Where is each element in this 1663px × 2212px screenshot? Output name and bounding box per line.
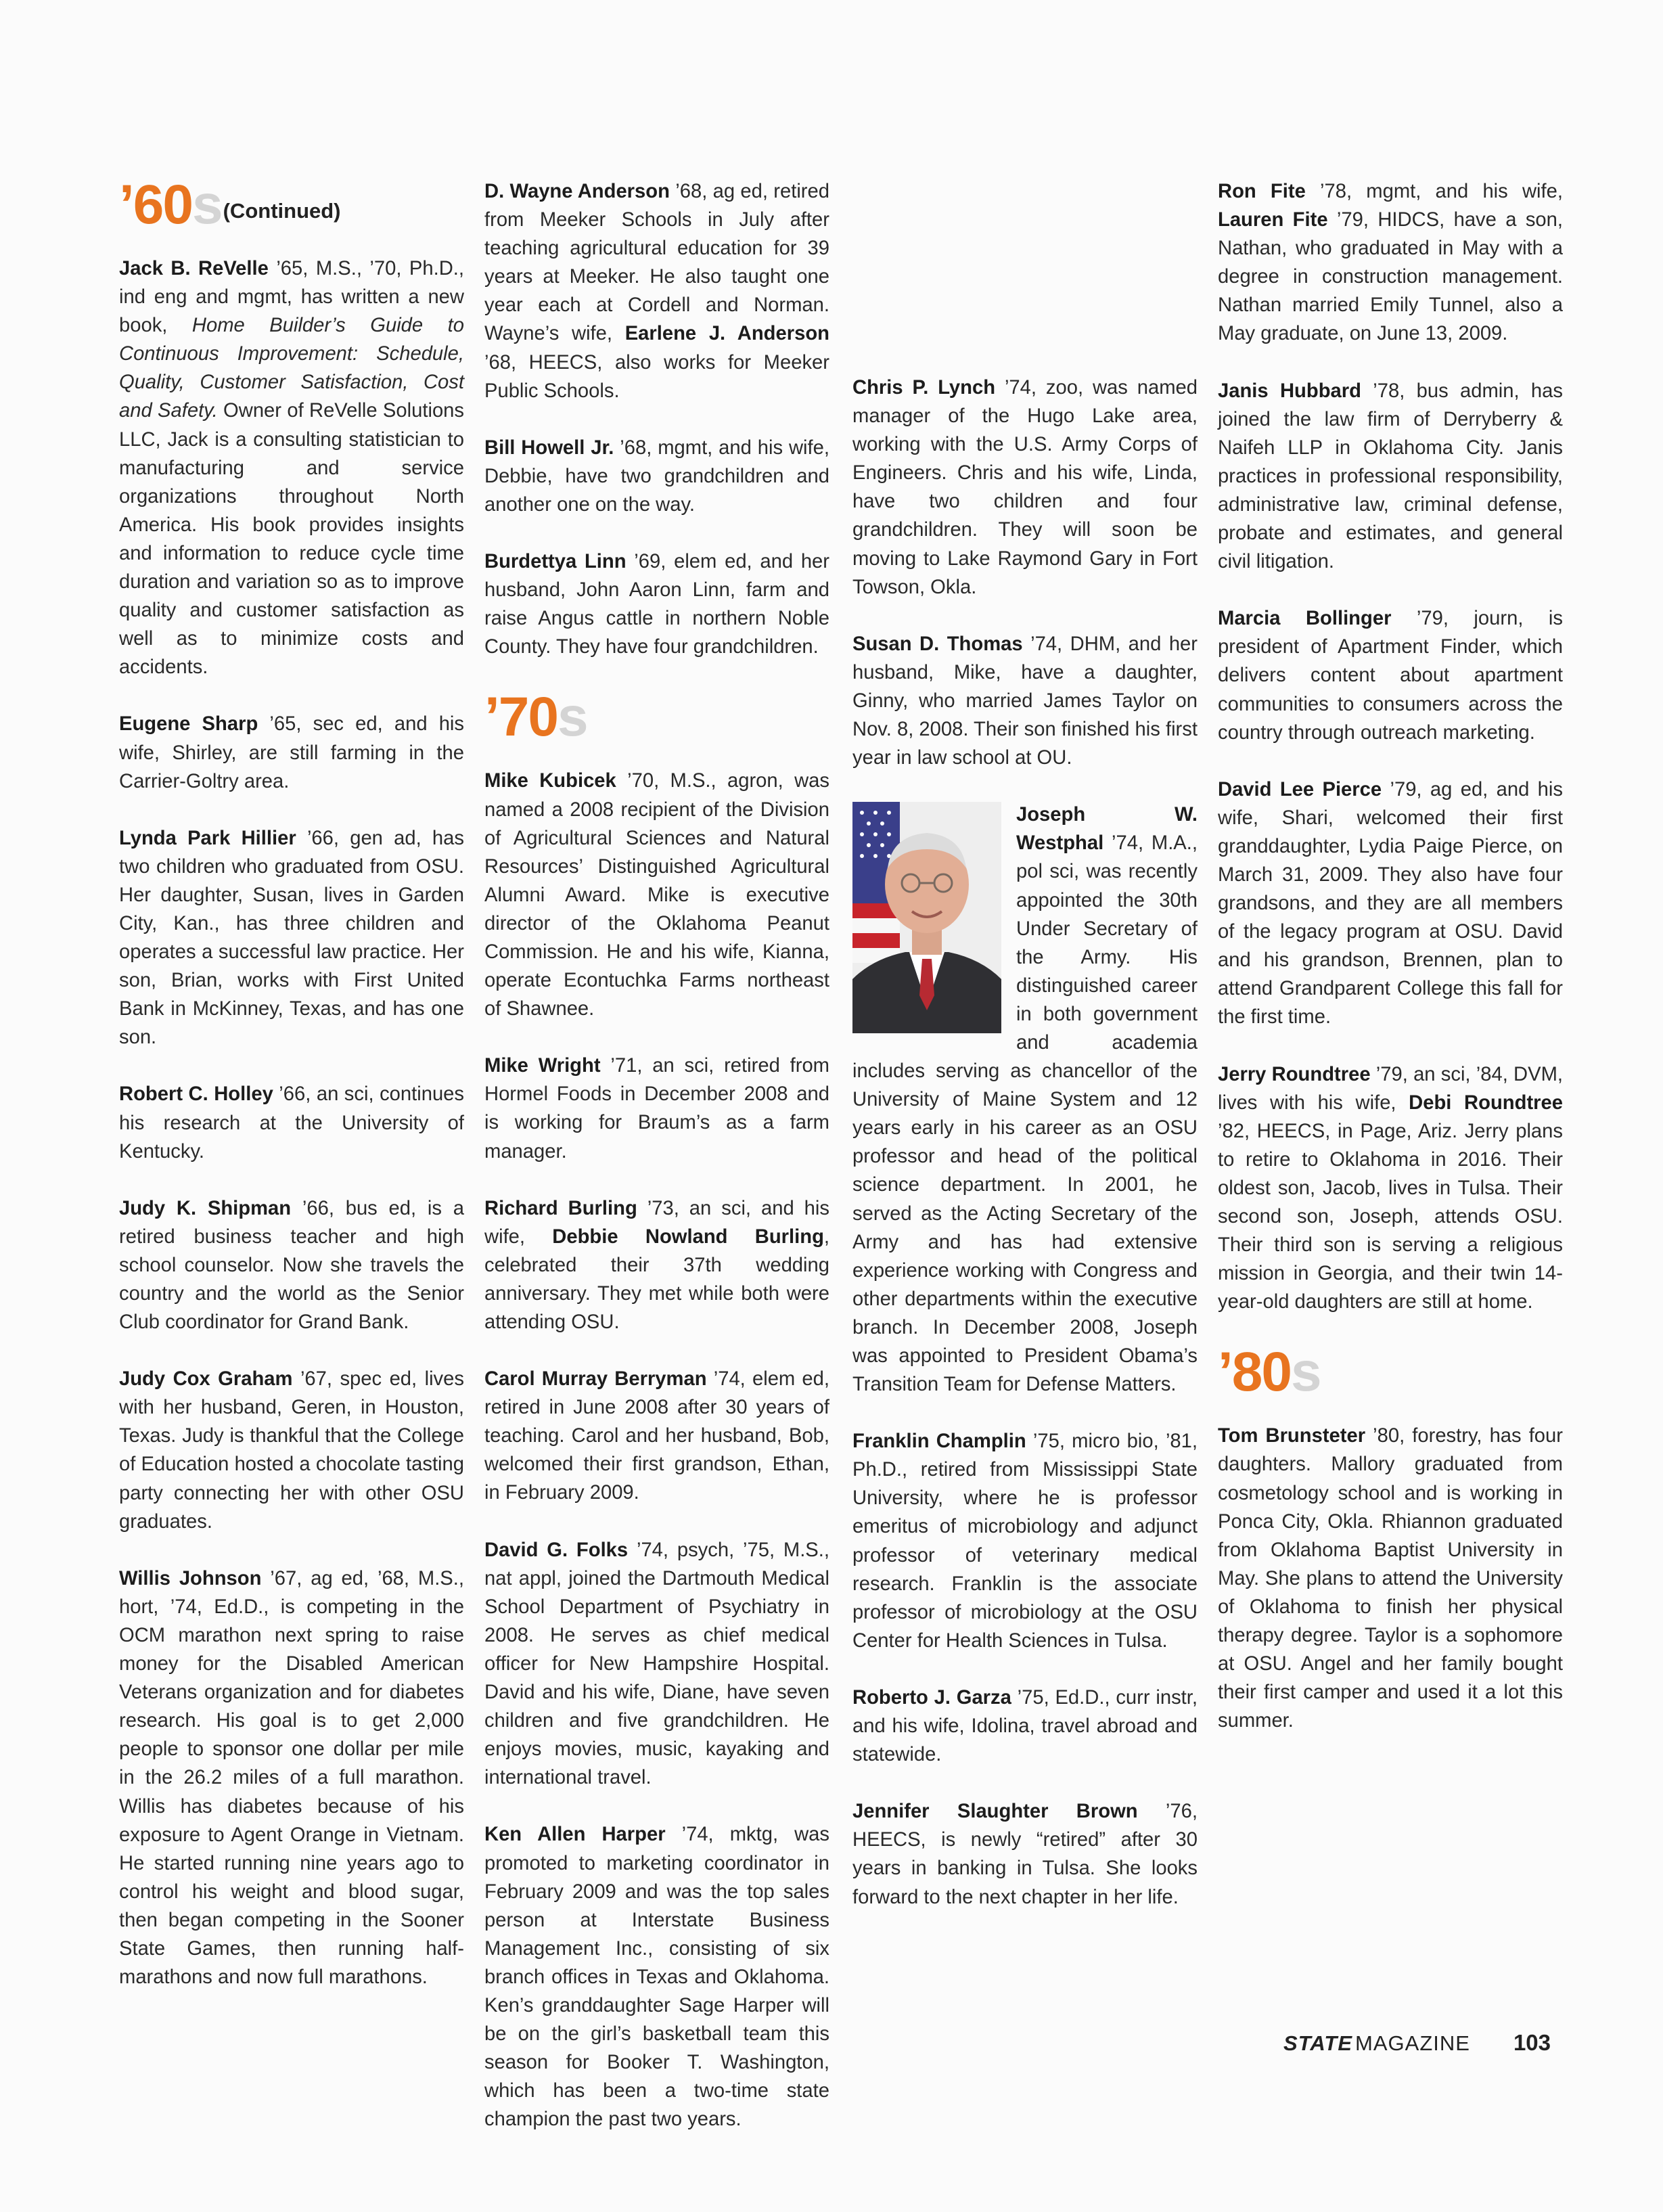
entry-shipman: Judy K. Shipman ’66, bus ed, is a retired business teacher and high school counselor. Now she travels the country and the world as the Senior Club coordinator for Grand Bank.	[119, 1197, 464, 1334]
entry-berryman: Carol Murray Berryman ’74, elem ed, retired in June 2008 after 30 years of teaching. Carol and her husband, Bob, welcomed their first grandson, Ethan, in February 2009.	[484, 1368, 829, 1504]
entry-pierce: David Lee Pierce ’79, ag ed, and his wife, Shari, welcomed their first granddaughter, Lydia Paige Pierce, on March 31, 2009. They also have four grandsons, and they are all members of the legacy program at OSU. David and his grandson, Brennen, plan to attend Grandparent College this fall for the first time.	[1218, 778, 1563, 1029]
entry-thomas: Susan D. Thomas ’74, DHM, and her husband, Mike, have a daughter, Ginny, who married James Taylor on Nov. 8, 2008. Their son finished his first year in law school at OU.	[852, 633, 1198, 769]
entry-linn: Burdettya Linn ’69, elem ed, and her husband, John Aaron Linn, farm and raise Angus cattle in northern Noble County. They have four grandchildren.	[484, 551, 830, 658]
entry-kubicek: Mike Kubicek ’70, M.S., agron, was named a 2008 recipient of the Division of Agricultural Sciences and Natural Resources’ Distinguished Agricultural Alumni Award. Mike is executive director of the Oklahoma Peanut Commission. He and his wife, Kianna, operate Econtuchka Farms northeast of Shawnee.	[484, 770, 829, 1020]
portrait-photo	[852, 802, 1001, 1033]
page-number: 103	[1513, 2030, 1551, 2055]
decade-heading-60s: ’60s(Continued)	[119, 174, 341, 235]
entry-roundtree: Jerry Roundtree ’79, an sci, ’84, DVM, lives with his wife, Debi Roundtree ’82, HEECS, in Page, Ariz. Jerry plans to retire to Oklahoma in 2016. Their oldest son, Jacob, lives in Tulsa. Their second son, Joseph, attends OSU. Their third son is serving a religious mission in Georgia, and their twin 14-year-old daughters are still at home.	[1218, 1063, 1563, 1313]
entry-lynch: Chris P. Lynch ’74, zoo, was named manager of the Hugo Lake area, working with the U.S. Army Corps of Engineers. Chris and his wife, Linda, have two children and four grandchildren. They will soon be moving to Lake Raymond Gary in Fort Towson, Okla.	[852, 377, 1198, 598]
entry-champlin: Franklin Champlin ’75, micro bio, ’81, Ph.D., retired from Mississippi State University, where he is professor emeritus of microbiology and adjunct professor of veterinary medical research. Franklin is the associate professor of microbiology at the OSU Center for Health Sciences in Tulsa.	[852, 1430, 1198, 1652]
column-3	[852, 177, 1198, 1940]
entry-holley: Robert C. Holley ’66, an sci, continues his research at the University of Kentucky.	[119, 1083, 465, 1163]
entry-garza: Roberto J. Garza ’75, Ed.D., curr instr, and his wife, Idolina, travel abroad and statewide.	[852, 1686, 1198, 1766]
entry-folks: David G. Folks ’74, psych, ’75, M.S., nat appl, joined the Dartmouth Medical School Department of Psychiatry in 2008. He serves as chief medical officer for New Hampshire Hospital. David and his wife, Diane, have seven children and five grandchildren. He enjoys movies, music, kayaking and international travel.	[484, 1539, 829, 1789]
entry-hubbard: Janis Hubbard ’78, bus admin, has joined the law firm of Derryberry & Naifeh LLP in Oklahoma City. Janis practices in professional responsibility, administrative law, criminal defense, probate and estimates, and general civil litigation.	[1218, 380, 1563, 573]
magazine-label: MAGAZINE	[1355, 2031, 1470, 2055]
entry-howell: Bill Howell Jr. ’68, mgmt, and his wife, Debbie, have two grandchildren and another one on the way.	[484, 436, 829, 516]
entry-revelle: Jack B. ReVelle ’65, M.S., ’70, Ph.D., ind eng and mgmt, has written a new book, Home Builder’s Guide to Continuous Improvement: Schedule, Quality, Customer Satisfaction, Cost and Safety. Owner of ReVelle Solutions LLC, Jack is a consulting statistician to manufacturing and service organizations throughout North America. His book provides insights and information to reduce cycle time duration and variation so as to improve quality and customer satisfaction as well as to minimize costs and accidents.	[119, 258, 464, 679]
entry-anderson: D. Wayne Anderson ’68, ag ed, retired from Meeker Schools in July after teaching agricultural education for 39 years at Meeker. He also taught one year each at Cordell and Norman. Wayne’s wife, Earlene J. Anderson ’68, HEECS, also works for Meeker Public Schools.	[484, 181, 829, 402]
entry-hillier: Lynda Park Hillier ’66, gen ad, has two children who graduated from OSU. Her daughter, Susan, lives in Garden City, Kan., has three children and operates a successful law practice. Her son, Brian, works with First United Bank in McKinney, Texas, and has one son.	[119, 827, 464, 1049]
entry-wright: Mike Wright ’71, an sci, retired from Hormel Foods in December 2008 and is working for Braum’s as a farm manager.	[484, 1055, 829, 1163]
column-2	[484, 177, 829, 2162]
entry-westphal: Joseph W. Westphal ’74, M.A., pol sci, was recently appointed the 30th Under Secretary of the Army. His distinguished career in both government and academia includes serving as chancellor of the University of Maine System and 12 years early in his career as an OSU professor and head of the political science department. In 2001, he served as the Acting Secretary of the Army and has had extensive experience working with Congress and other departments within the executive branch. In December 2008, Joseph was appointed to President Obama’s Transition Team for Defense Matters.	[852, 800, 1198, 1399]
decade-heading-80s: ’80s	[1218, 1341, 1322, 1403]
column-4	[1218, 177, 1563, 1763]
decade-heading-70s: ’70s	[484, 686, 589, 748]
entry-burling: Richard Burling ’73, an sci, and his wife, Debbie Nowland Burling, celebrated their 37th wedding anniversary. They met while both were attending OSU.	[484, 1197, 830, 1333]
column-1	[119, 174, 465, 2020]
entry-fite: Ron Fite ’78, mgmt, and his wife, Lauren Fite ’79, HIDCS, have a son, Nathan, who graduated in May with a degree in construction management. Nathan married Emily Tunnel, also a May graduate, on June 13, 2009.	[1218, 181, 1563, 345]
entry-bollinger: Marcia Bollinger ’79, journ, is president of Apartment Finder, which delivers content about apartment communities to consumers across the country through outreach marketing.	[1218, 608, 1563, 744]
entry-harper: Ken Allen Harper ’74, mktg, was promoted to marketing coordinator in February 2009 and was the top sales person at Interstate Business Management Inc., consisting of six branch offices in Texas and Oklahoma. Ken’s granddaughter Sage Harper will be on the girl’s basketball team this season for Booker T. Washington, which has been a two-time state champion the past two years.	[484, 1824, 829, 2131]
entry-brunsteter: Tom Brunsteter ’80, forestry, has four daughters. Mallory graduated from cosmetology school and is working in Ponca City, Okla. Rhiannon graduated from Oklahoma Baptist University in May. She plans to attend the University of Oklahoma to finish her physical therapy degree. Taylor is a sophomore at OSU. Angel and her family bought their first camper and used it a lot this summer.	[1218, 1425, 1563, 1732]
entry-sharp: Eugene Sharp ’65, sec ed, and his wife, Shirley, are still farming in the Carrier-Goltry area.	[119, 713, 465, 792]
portrait-illustration	[852, 802, 1001, 1033]
entry-brown: Jennifer Slaughter Brown ’76, HEECS, is newly “retired” after 30 years in banking in Tulsa. She looks forward to the next chapter in her life.	[852, 1801, 1198, 1908]
entry-graham: Judy Cox Graham ’67, spec ed, lives with her husband, Geren, in Houston, Texas. Judy is thankful that the College of Education hosted a chocolate tasting party connecting her with other OSU graduates.	[119, 1368, 464, 1533]
book-title: Home Builder’s Guide to Continuous Improvement: Schedule, Quality, Customer Satisfaction, Cost and Safety.	[119, 315, 464, 422]
entry-johnson: Willis Johnson ’67, ag ed, ’68, M.S., hort, ’74, Ed.D., is competing in the OCM marathon next spring to raise money for the Disabled American Veterans organization and for diabetes research. His goal is to get 2,000 people to sponsor one dollar per mile in the 26.2 miles of a full marathon. Willis has diabetes because of his exposure to Agent Orange in Vietnam. He started running nine years ago to control his weight and blood sugar, then began competing in the Sooner State Games, then running half-marathons and now full marathons.	[119, 1567, 464, 1989]
page-footer	[1283, 2030, 1551, 2056]
magazine-brand: STATE	[1283, 2031, 1353, 2055]
